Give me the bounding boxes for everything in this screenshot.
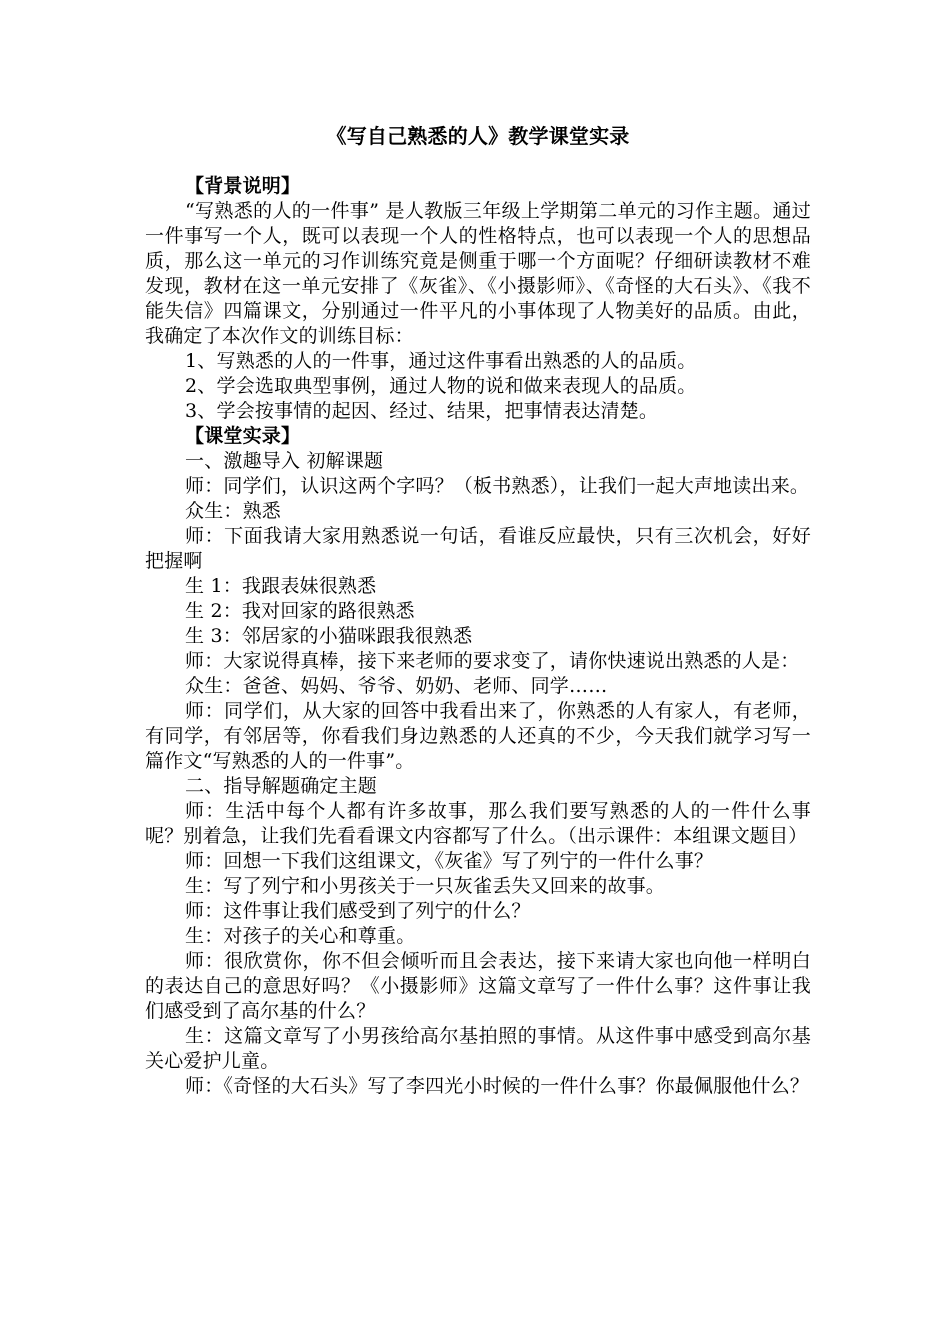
subsection-heading: 二、指导解题确定主题 [185,775,378,797]
dialogue-line: 师：《奇怪的大石头》写了李四光小时候的一件什么事？你最佩服他什么？ [185,1075,810,1097]
background-paragraph: “写熟悉的人的一件事” 是人教版三年级上学期第二单元的习作主题。通过一件事写一个人，既可以表现一个人的性格特点，也可以表现一个人的思想品质，那么这一单元的习作训练究竟是侧重于哪一个方面呢？仔细研读教材不难发现，教材在这一单元安排了《灰雀》、《小摄影师》、《奇怪的大石头》、《我不能失信》四篇课文，分别通过一件平凡的小事体现了人物美好的品质。由此，我确定了本次作文的训练目标： [145,200,811,347]
subsection-heading: 一、激趣导入 初解课题 [185,450,384,472]
background-heading: 【背景说明】 [185,175,301,197]
dialogue-line: 生：写了列宁和小男孩关于一只灰雀丢失又回来的故事。 [185,875,666,897]
dialogue-line: 生 1：我跟表妹很熟悉 [185,575,377,597]
goal-item: 1、写熟悉的人的一件事，通过这件事看出熟悉的人的品质。 [185,350,697,372]
classroom-heading: 【课堂实录】 [185,425,301,447]
goal-item: 3、学会按事情的起因、经过、结果，把事情表达清楚。 [185,400,659,422]
dialogue-line: 师：大家说得真棒，接下来老师的要求变了，请你快速说出熟悉的人是： [185,650,800,672]
dialogue-line: 师：回想一下我们这组课文，《灰雀》写了列宁的一件什么事？ [185,850,714,872]
dialogue-line: 生 3：邻居家的小猫咪跟我很熟悉 [185,625,473,647]
dialogue-line: 师：生活中每个人都有许多故事，那么我们要写熟悉的人的一件什么事呢？别着急，让我们先看看课文内容都写了什么。（出示课件：本组课文题目） [145,800,811,847]
dialogue-line: 生 2：我对回家的路很熟悉 [185,600,415,622]
dialogue-line: 众生：爸爸、妈妈、爷爷、奶奶、老师、同学…… [185,675,608,697]
document-title: 《写自己熟悉的人》教学课堂实录 [326,124,630,148]
dialogue-line: 生：对孩子的关心和尊重。 [185,925,416,947]
dialogue-line: 师：同学们，认识这两个字吗？（板书熟悉），让我们一起大声地读出来。 [185,475,810,497]
dialogue-line: 师：很欣赏你，你不但会倾听而且会表达，接下来请大家也向他一样明白的表达自己的意思好吗？《小摄影师》这篇文章写了一件什么事？这件事让我们感受到了高尔基的什么？ [145,950,811,1022]
dialogue-line: 众生：熟悉 [185,500,282,522]
goal-item: 2、学会选取典型事例，通过人物的说和做来表现人的品质。 [185,375,697,397]
dialogue-line: 师：这件事让我们感受到了列宁的什么？ [185,900,531,922]
dialogue-line: 生：这篇文章写了小男孩给高尔基拍照的事情。从这件事中感受到高尔基关心爱护儿童。 [145,1025,811,1072]
document-page [145,124,811,1099]
dialogue-line: 师：下面我请大家用熟悉说一句话，看谁反应最快，只有三次机会，好好把握啊 [145,525,811,572]
dialogue-line: 师：同学们，从大家的回答中我看出来了，你熟悉的人有家人，有老师，有同学，有邻居等，你看我们身边熟悉的人还真的不少，今天我们就学习写一篇作文“写熟悉的人的一件事”。 [145,700,811,772]
